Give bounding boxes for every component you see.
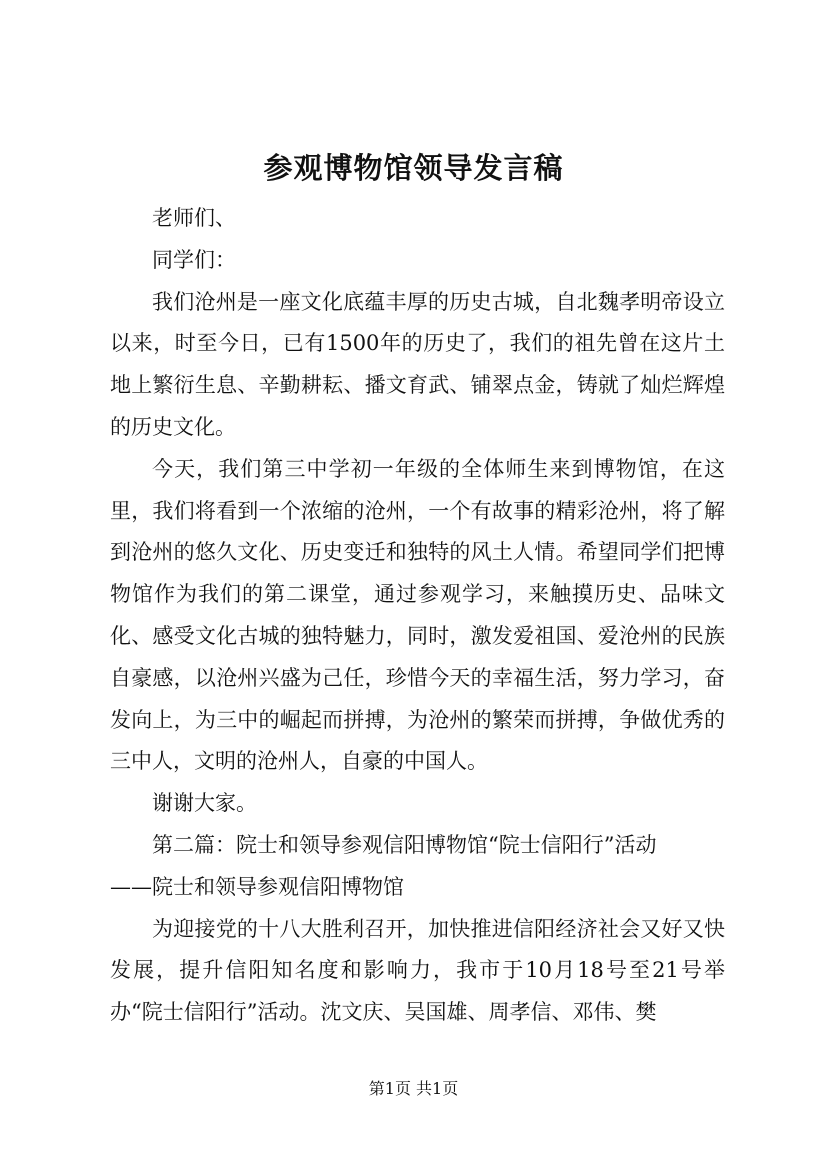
paragraph-xinyang-event: 为迎接党的十八大胜利召开，加快推进信阳经济社会又好又快发展，提升信阳知名度和影响力，我市于10月18号至21号举办“院士信阳行”活动。沈文庆、吴国雄、周孝信、邓伟、樊 xyxy=(110,916,725,1025)
section-heading: 第二篇：院士和领导参观信阳博物馆“院士信阳行”活动 xyxy=(152,832,657,857)
section-subheading: ——院士和领导参观信阳博物馆 xyxy=(110,874,404,899)
document-title: 参观博物馆领导发言稿 xyxy=(263,151,564,185)
paragraph-cangzhou-history: 我们沧州是一座文化底蕴丰厚的历史古城，自北魏孝明帝设立以来，时至今日，已有1500年的历史了，我们的祖先曾在这片土地上繁衍生息、辛勤耕耘、播文育武、铺翠点金，铸就了灿烂辉煌的历史文化。 xyxy=(110,289,725,439)
paragraph-thanks: 谢谢大家。 xyxy=(152,791,257,816)
document-body xyxy=(110,198,725,1034)
paragraph-salutation-teachers: 老师们、 xyxy=(152,206,236,230)
paragraph-salutation-students: 同学们： xyxy=(152,247,236,272)
page-footer: 第1页 共1页 xyxy=(368,1079,459,1098)
paragraph-museum-visit: 今天，我们第三中学初一年级的全体师生来到博物馆，在这里，我们将看到一个浓缩的沧州，一个有故事的精彩沧州，将了解到沧州的悠久文化、历史变迁和独特的风土人情。希望同学们把博物馆作为我们的第二课堂，通过参观学习，来触摸历史、品味文化、感受文化古城的独特魅力，同时，激发爱祖国、爱沧州的民族自豪感，以沧州兴盛为己任，珍惜今天的幸福生活，努力学习，奋发向上，为三中的崛起而拼搏，为沧州的繁荣而拼搏，争做优秀的三中人，文明的沧州人，自豪的中国人。 xyxy=(110,456,725,774)
